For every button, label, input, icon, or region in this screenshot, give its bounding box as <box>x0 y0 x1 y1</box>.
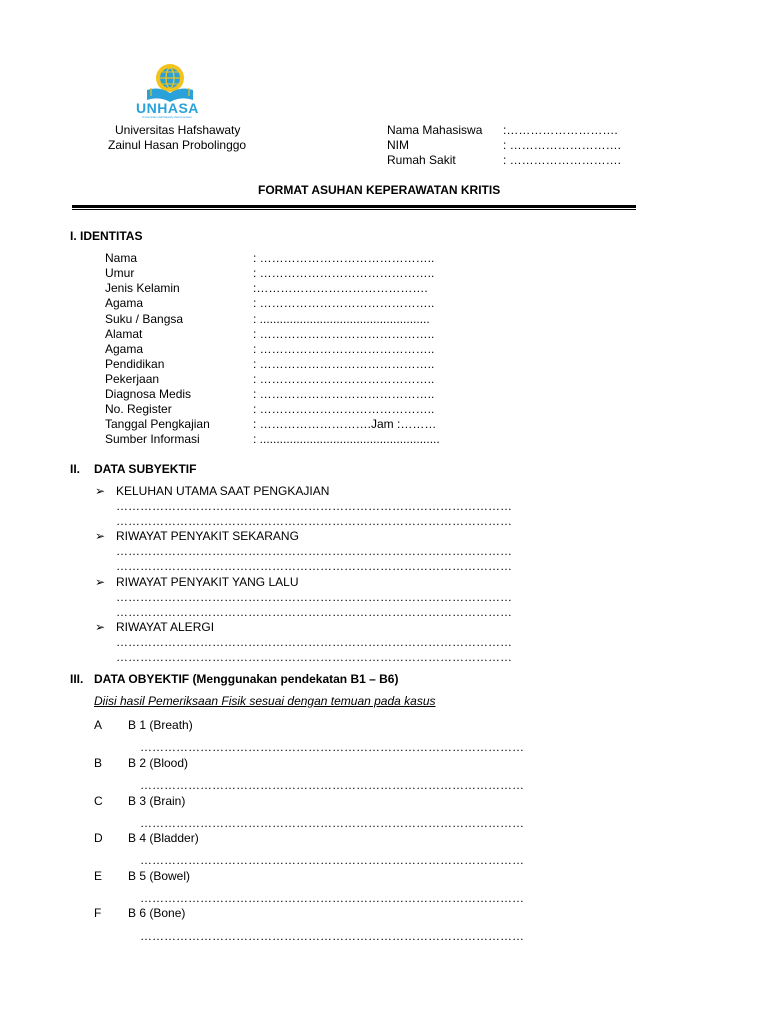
section-instruction: Diisi hasil Pemeriksaan Fisik sesuai dengan temuan pada kasus <box>94 694 436 708</box>
university-name-line2: Zainul Hasan Probolinggo <box>108 138 247 152</box>
fill-line[interactable]: ……………………………………………………………………………………… <box>116 514 512 528</box>
fill-line[interactable]: ……………………………………………………………………………………… <box>116 590 512 604</box>
student-name-value[interactable]: :………………………. <box>503 123 618 137</box>
subjective-item-label: RIWAYAT PENYAKIT SEKARANG <box>116 529 299 543</box>
subjective-item-label: RIWAYAT ALERGI <box>116 620 215 634</box>
objective-item-label: B 5 (Bowel) <box>128 869 191 883</box>
arrow-bullet-icon: ➢ <box>95 484 106 498</box>
fill-line[interactable]: ……………………………………………………………………………………… <box>116 635 512 649</box>
fill-line[interactable]: …………………………………………………………………………………… <box>140 816 524 830</box>
identity-value[interactable]: : …………………………………….. <box>253 327 435 341</box>
item-letter: C <box>94 794 103 808</box>
fill-line[interactable]: ……………………………………………………………………………………… <box>116 650 512 664</box>
logo-text: UNHASA <box>136 100 199 116</box>
section-subyektif-heading: DATA SUBYEKTIF <box>94 462 197 476</box>
item-letter: A <box>94 718 103 732</box>
item-letter: E <box>94 869 103 883</box>
identity-label: Sumber Informasi <box>105 432 200 446</box>
fill-line[interactable]: ……………………………………………………………………………………… <box>116 559 512 573</box>
identity-value[interactable]: : ……………………….Jam :……… <box>253 417 437 431</box>
section-number: III. <box>70 672 84 686</box>
objective-item-label: B 2 (Blood) <box>128 756 189 770</box>
subjective-item-label: RIWAYAT PENYAKIT YANG LALU <box>116 575 299 589</box>
identity-label: Pekerjaan <box>105 372 160 386</box>
document-title: FORMAT ASUHAN KEPERAWATAN KRITIS <box>258 183 501 197</box>
title-divider-thick <box>72 205 636 208</box>
arrow-bullet-icon: ➢ <box>95 575 106 589</box>
identity-label: Umur <box>105 266 135 280</box>
objective-item-label: B 3 (Brain) <box>128 794 186 808</box>
item-letter: B <box>94 756 103 770</box>
university-name-line1: Universitas Hafshawaty <box>115 123 241 137</box>
fill-line[interactable]: …………………………………………………………………………………… <box>140 929 524 943</box>
arrow-bullet-icon: ➢ <box>95 620 106 634</box>
identity-value[interactable]: : …………………………………….. <box>253 372 435 386</box>
identity-value[interactable]: : …………………………………….. <box>253 357 435 371</box>
student-name-label: Nama Mahasiswa <box>387 123 483 137</box>
identity-value[interactable]: : ...................................................... <box>253 432 440 446</box>
logo-tagline: Universitas Hafshawaty Zainul Hasan <box>142 115 192 119</box>
fill-line[interactable]: ……………………………………………………………………………………… <box>116 605 512 619</box>
fill-line[interactable]: ……………………………………………………………………………………… <box>116 544 512 558</box>
logo-emblem-icon <box>133 60 207 104</box>
objective-item-label: B 6 (Bone) <box>128 906 186 920</box>
identity-label: Agama <box>105 296 144 310</box>
hospital-value[interactable]: : ………………………. <box>503 153 622 167</box>
identity-label: No. Register <box>105 402 172 416</box>
nim-value[interactable]: : ………………………. <box>503 138 622 152</box>
identity-label: Suku / Bangsa <box>105 312 184 326</box>
identity-label: Pendidikan <box>105 357 165 371</box>
fill-line[interactable]: …………………………………………………………………………………… <box>140 853 524 867</box>
objective-item-label: B 4 (Bladder) <box>128 831 199 845</box>
arrow-bullet-icon: ➢ <box>95 529 106 543</box>
subjective-item-label: KELUHAN UTAMA SAAT PENGKAJIAN <box>116 484 330 498</box>
identity-value[interactable]: : …………………………………….. <box>253 342 435 356</box>
identity-value[interactable]: : …………………………………….. <box>253 251 435 265</box>
section-obyektif-heading: DATA OBYEKTIF (Menggunakan pendekatan B1 – B6) <box>94 672 399 686</box>
fill-line[interactable]: …………………………………………………………………………………… <box>140 778 524 792</box>
identity-value[interactable]: : …………………………………….. <box>253 402 435 416</box>
identity-label: Tanggal Pengkajian <box>105 417 210 431</box>
identity-label: Agama <box>105 342 144 356</box>
identity-value[interactable]: : ................................................... <box>253 312 430 326</box>
identity-label: Alamat <box>105 327 143 341</box>
nim-label: NIM <box>387 138 409 152</box>
item-letter: D <box>94 831 103 845</box>
fill-line[interactable]: …………………………………………………………………………………… <box>140 740 524 754</box>
identity-value[interactable]: : …………………………………….. <box>253 266 435 280</box>
identity-value[interactable]: :……………………………………. <box>253 281 428 295</box>
section-identitas-heading: I. IDENTITAS <box>70 229 143 243</box>
section-number: II. <box>70 462 81 476</box>
identity-value[interactable]: : …………………………………….. <box>253 387 435 401</box>
objective-item-label: B 1 (Breath) <box>128 718 193 732</box>
title-divider-thin <box>72 209 636 210</box>
hospital-label: Rumah Sakit <box>387 153 456 167</box>
fill-line[interactable]: …………………………………………………………………………………… <box>140 891 524 905</box>
identity-label: Diagnosa Medis <box>105 387 192 401</box>
item-letter: F <box>94 906 102 920</box>
identity-label: Jenis Kelamin <box>105 281 180 295</box>
identity-label: Nama <box>105 251 138 265</box>
identity-value[interactable]: : …………………………………….. <box>253 296 435 310</box>
fill-line[interactable]: ……………………………………………………………………………………… <box>116 499 512 513</box>
